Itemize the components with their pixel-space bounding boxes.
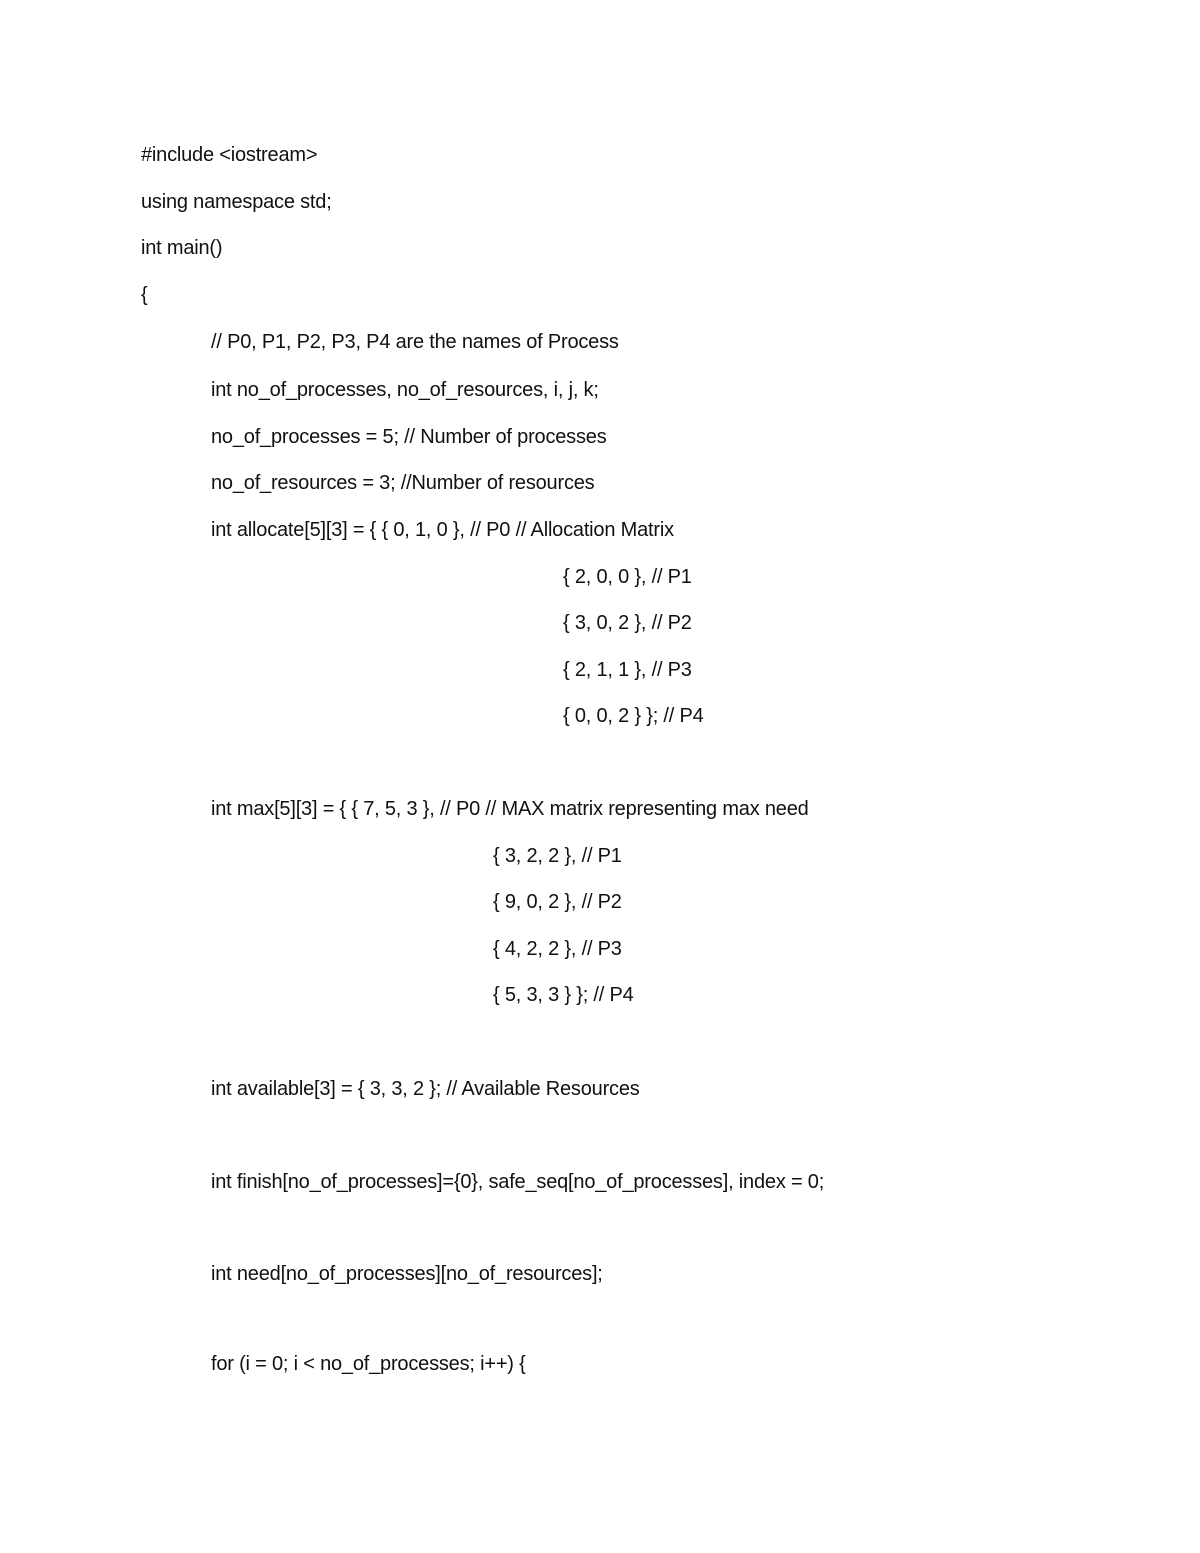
code-line-comment-process-names: // P0, P1, P2, P3, P4 are the names of Process: [211, 331, 619, 353]
code-line-allocate-matrix: int allocate[5][3] = { { 0, 1, 0 }, // P0 // Allocation Matrix: [211, 519, 674, 541]
code-line-for-loop: for (i = 0; i < no_of_processes; i++) {: [211, 1353, 526, 1375]
code-line-allocate-row-p3: { 2, 1, 1 }, // P3: [563, 659, 692, 681]
code-line-need-matrix: int need[no_of_processes][no_of_resources];: [211, 1263, 603, 1285]
code-line-allocate-row-p1: { 2, 0, 0 }, // P1: [563, 566, 692, 588]
code-line-max-matrix: int max[5][3] = { { 7, 5, 3 }, // P0 // MAX matrix representing max need: [211, 798, 809, 820]
code-line-available-resources: int available[3] = { 3, 3, 2 }; // Available Resources: [211, 1078, 640, 1100]
code-line-max-row-p4: { 5, 3, 3 } }; // P4: [493, 984, 634, 1006]
code-line-finish-safe-seq: int finish[no_of_processes]={0}, safe_seq[no_of_processes], index = 0;: [211, 1171, 825, 1193]
code-line-resources-count: no_of_resources = 3; //Number of resources: [211, 472, 595, 494]
code-line-variable-declarations: int no_of_processes, no_of_resources, i, j, k;: [211, 379, 599, 401]
code-line-using-namespace: using namespace std;: [141, 191, 332, 213]
code-line-max-row-p1: { 3, 2, 2 }, // P1: [493, 845, 622, 867]
code-line-processes-count: no_of_processes = 5; // Number of processes: [211, 426, 607, 448]
code-line-main-signature: int main(): [141, 237, 223, 259]
code-line-include: #include <iostream>: [141, 144, 318, 166]
code-line-max-row-p2: { 9, 0, 2 }, // P2: [493, 891, 622, 913]
code-line-max-row-p3: { 4, 2, 2 }, // P3: [493, 938, 622, 960]
code-line-allocate-row-p4: { 0, 0, 2 } }; // P4: [563, 705, 704, 727]
code-line-open-brace: {: [141, 284, 148, 306]
code-line-allocate-row-p2: { 3, 0, 2 }, // P2: [563, 612, 692, 634]
